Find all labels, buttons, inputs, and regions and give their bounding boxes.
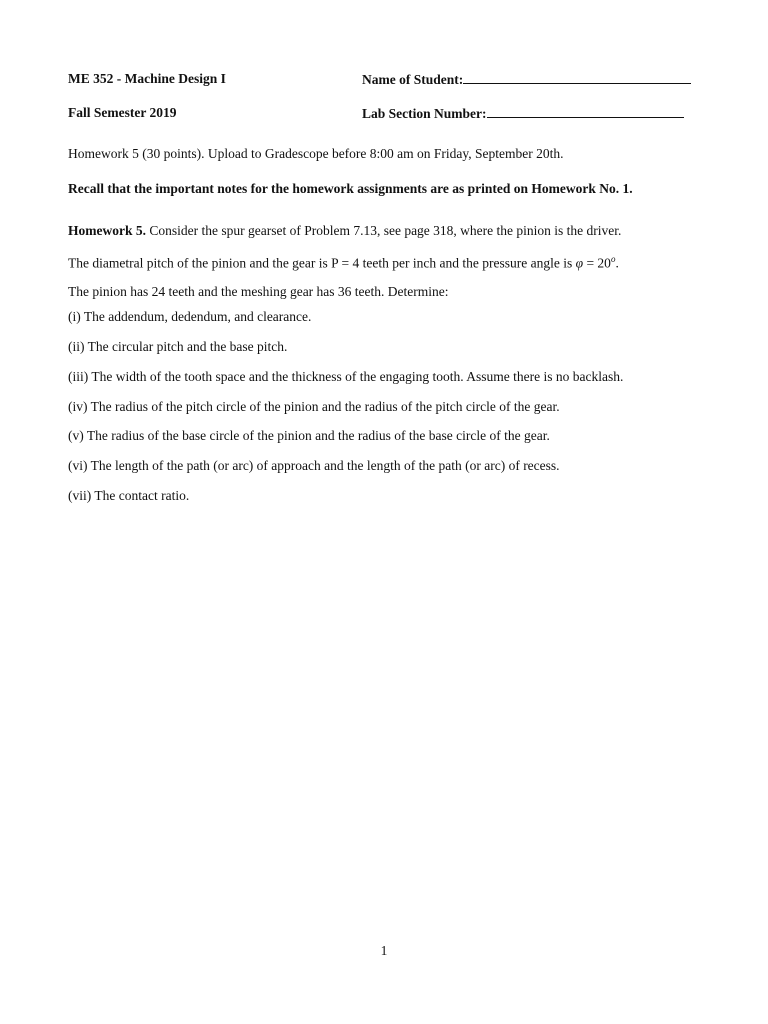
list-item: (iii) The width of the tooth space and the thickness of the engaging tooth. Assume there is no backlash. [68, 369, 624, 384]
semester-label: Fall Semester 2019 [68, 105, 177, 120]
problem-text-2c: . [615, 255, 619, 271]
phi-symbol: φ [575, 255, 584, 271]
lab-section-label: Lab Section Number: [362, 106, 487, 121]
problem-text-1: Consider the spur gearset of Problem 7.13, see page 318, where the pinion is the driver. [146, 223, 622, 238]
problem-heading: Homework 5. [68, 223, 146, 238]
recall-note: Recall that the important notes for the homework assignments are as printed on Homework No. 1. [68, 181, 633, 196]
list-item: (vi) The length of the path (or arc) of approach and the length of the path (or arc) of recess. [68, 458, 560, 473]
student-name-row [362, 71, 691, 88]
problem-text-2a: The diametral pitch of the pinion and the gear is P = 4 teeth per inch and the pressure angle is [68, 255, 576, 271]
problem-line-1 [68, 223, 621, 239]
course-title: ME 352 - Machine Design I [68, 71, 226, 86]
list-item: (iv) The radius of the pitch circle of the pinion and the radius of the pitch circle of the gear. [68, 399, 560, 414]
lab-section-field[interactable] [487, 105, 684, 118]
problem-text-2b: = 20 [583, 255, 611, 271]
list-item: (ii) The circular pitch and the base pitch. [68, 339, 288, 354]
lab-section-row [362, 105, 684, 122]
problem-line-2 [68, 254, 619, 272]
list-item: (i) The addendum, dedendum, and clearance. [68, 309, 312, 324]
list-item: (v) The radius of the base circle of the pinion and the radius of the base circle of the gear. [68, 428, 550, 443]
degree-superscript: o [610, 254, 616, 264]
list-item: (vii) The contact ratio. [68, 488, 190, 503]
student-name-label: Name of Student: [362, 72, 464, 87]
page-number: 1 [380, 943, 388, 958]
homework-intro: Homework 5 (30 points). Upload to Gradescope before 8:00 am on Friday, September 20th. [68, 146, 564, 161]
problem-line-3: The pinion has 24 teeth and the meshing gear has 36 teeth. Determine: [68, 284, 449, 299]
student-name-field[interactable] [463, 71, 691, 84]
